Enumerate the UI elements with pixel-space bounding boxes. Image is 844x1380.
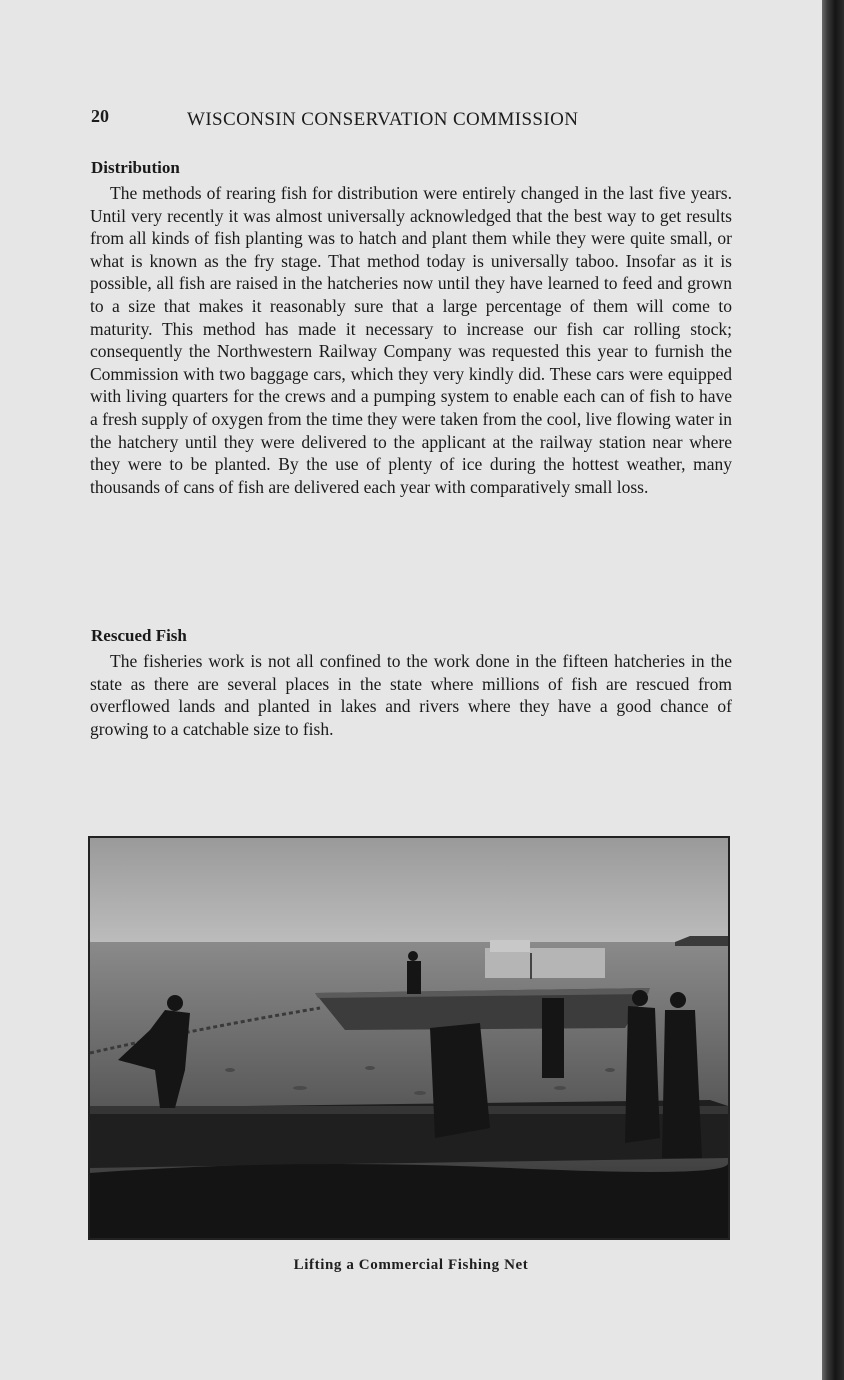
fisherman-mid (542, 998, 564, 1078)
fisherman-center (430, 1023, 490, 1138)
sky (90, 838, 728, 946)
figure-caption: Lifting a Commercial Fishing Net (293, 1257, 529, 1273)
section-body-distribution: The methods of rearing fish for distribution were entirely changed in the last five years. Until very recently it was almost universally acknowledged that the best way to get results from all kinds of fish planting was to hatch and plant them while they were quite small, or what is known as the fry stage. That method today is universally taboo. Insofar as it is possible, all fish are raised in the hatcheries now until they have learned to feed and grown to a size that makes it reasonably sure that a large percentage of them will come to maturity. This method has made it necessary to increase our fish car rolling stock; consequently the Northwestern Railway Company was requested this year to furnish the Commission with two baggage cars, which they very kindly did. These cars were equipped with living quarters for the crews and a pumping system to enable each can of fish to have a fresh supply of oxygen from the time they were taken from the cool, live flowing water in the hatchery until they were delivered to the applicant at the railway station near where they were to be planted. By the use of plenty of ice during the hottest weather, many thousands of cans of fish are delivered each year with comparatively small loss. (90, 183, 732, 497)
foreground-shore (90, 1163, 728, 1238)
section-heading-rescued-fish: Rescued Fish (91, 626, 187, 645)
fisherman-right-1 (625, 990, 660, 1143)
page-number: 20 (91, 106, 109, 126)
fishing-net-photograph (88, 836, 730, 1240)
running-header (91, 106, 641, 136)
running-title: WISCONSIN CONSERVATION COMMISSION (187, 109, 579, 130)
book-binding-edge (822, 0, 844, 1380)
section-body-rescued-fish: The fisheries work is not all confined to the work done in the fifteen hatcheries in the state as there are several places in the state where millions of fish are rescued from overflowed lands and planted in lakes and rivers where they have a good chance of growing to a catchable size to fish. (90, 651, 732, 739)
section-heading-distribution: Distribution (91, 158, 180, 177)
